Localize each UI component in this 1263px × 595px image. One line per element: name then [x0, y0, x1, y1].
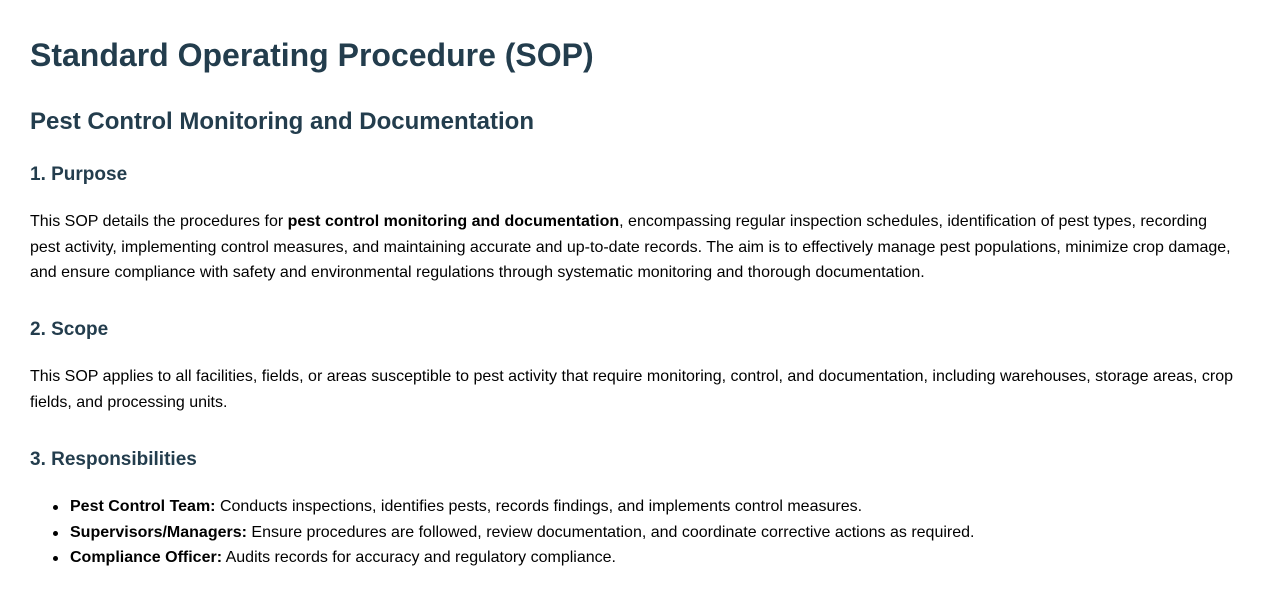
page-subtitle: Pest Control Monitoring and Documentation: [30, 108, 534, 135]
list-item: [30, 545, 1230, 571]
purpose-text-before: This SOP details the procedures for: [30, 213, 288, 230]
list-item-role: Pest Control Team:: [70, 498, 216, 515]
list-item-description: Conducts inspections, identifies pests, records findings, and implements control measures.: [215, 498, 863, 515]
list-item-description: Ensure procedures are followed, review documentation, and coordinate corrective actions as required.: [246, 523, 975, 541]
purpose-text-after: , encompassing regular inspection schedules, identification of pest types, recording pest activity, implementing control measures, and maintaining accurate and up-to-date records. The aim is to effectively manage pest populations, minimize crop damage, and ensure compliance with safety and environmental regulations through systematic monitoring and thorough documentation.: [30, 213, 1231, 281]
list-item-role: Compliance Officer:: [70, 549, 223, 566]
list-item-role: Supervisors/Managers:: [70, 523, 247, 541]
list-item: [30, 494, 1230, 520]
list-item-description: Audits records for accuracy and regulatory compliance.: [222, 549, 616, 566]
responsibilities-list: [30, 494, 1230, 571]
page-title: Standard Operating Procedure (SOP): [30, 37, 594, 73]
section-heading-purpose: 1. Purpose: [30, 164, 128, 185]
section-heading-scope: 2. Scope: [30, 319, 109, 340]
section-heading-responsibilities: 3. Responsibilities: [30, 449, 197, 470]
section-text-scope: This SOP applies to all facilities, fields, or areas susceptible to pest activity that require monitoring, control, and documentation, including warehouses, storage areas, crop fields, and processing units.: [30, 368, 1233, 411]
section-text-purpose: [30, 209, 1240, 286]
list-item: [30, 520, 1230, 546]
purpose-text-bold: pest control monitoring and documentation: [287, 213, 620, 230]
